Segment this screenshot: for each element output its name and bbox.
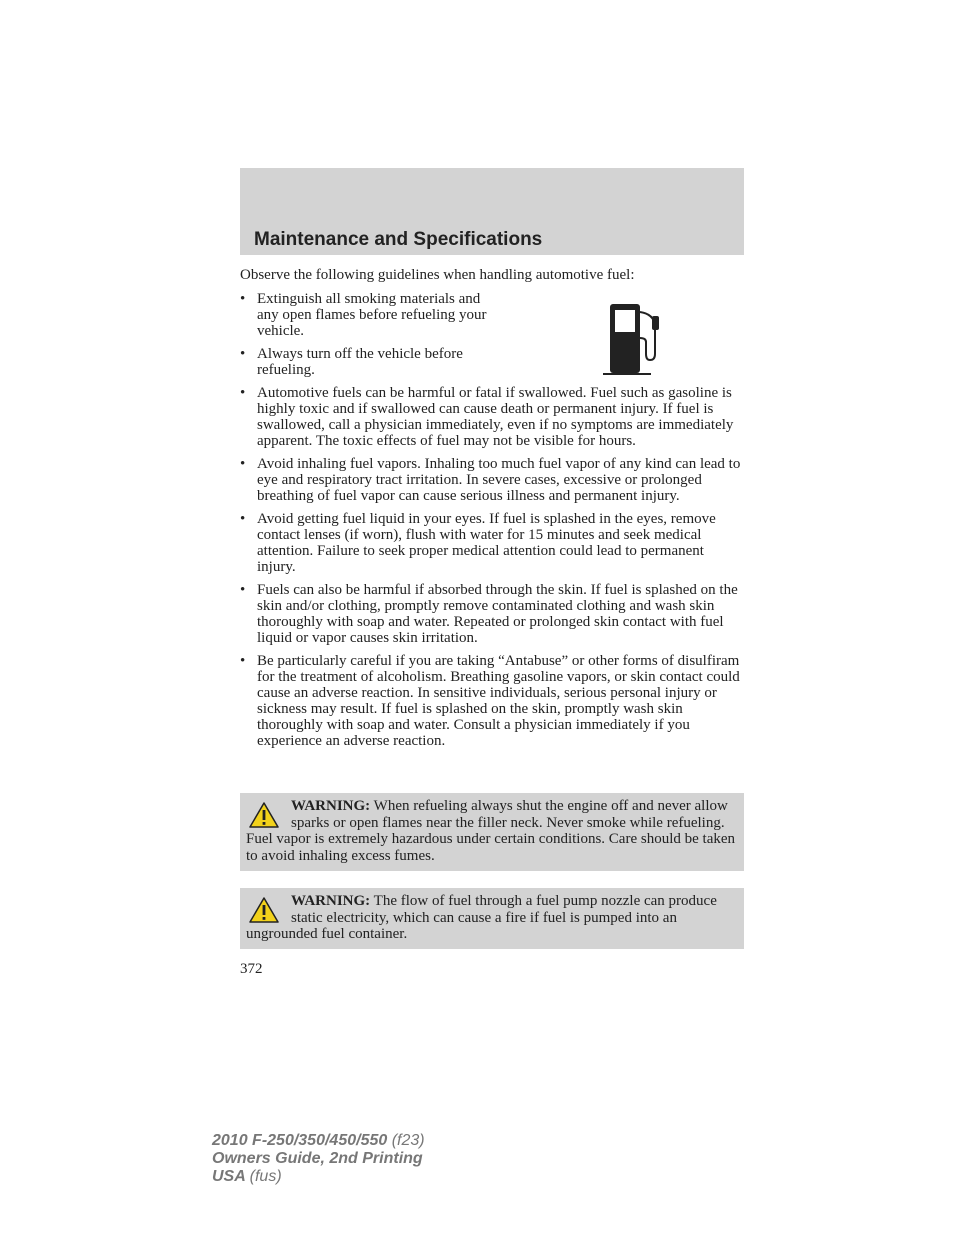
footer	[212, 1132, 425, 1186]
section-title: Maintenance and Specifications	[254, 229, 543, 250]
list-item-text: Avoid inhaling fuel vapors. Inhaling too much fuel vapor of any kind can lead to eye and respiratory tract irritation. In severe cases, excessive or prolonged breathing of fuel vapor can cause serious illness and permanent injury.	[257, 456, 741, 504]
list-item	[240, 291, 744, 339]
warning-label: WARNING:	[291, 798, 371, 814]
list-item	[240, 346, 744, 378]
list-item	[240, 511, 744, 575]
warning-triangle-icon	[248, 896, 280, 924]
footer-model-code: (f23)	[391, 1132, 425, 1149]
warning-text: When refueling always shut the engine off and never allow sparks or open flames near the filler neck. Never smoke while refueling. Fuel vapor is extremely hazardous under certain conditions. Care should be taken to avoid inhaling excess fumes.	[246, 798, 736, 864]
list-item-text: Automotive fuels can be harmful or fatal if swallowed. Fuel such as gasoline is highly toxic and if swallowed can cause death or permanent injury. If fuel is swallowed, call a physician immediately, even if no symptoms are immediately apparent. The toxic effects of fuel may not be visible for hours.	[257, 385, 734, 449]
warning-box	[240, 888, 744, 949]
list-item	[240, 385, 744, 449]
main-content	[240, 267, 744, 756]
list-item-text: • Always turn off the vehicle before refueling.	[257, 346, 463, 378]
footer-market-code: (fus)	[249, 1168, 282, 1185]
warning-label: WARNING:	[291, 893, 371, 909]
warning-text: The flow of fuel through a fuel pump nozzle can produce static electricity, which can cause a fire if fuel is pumped into an ungrounded fuel container.	[246, 893, 717, 942]
guideline-list	[240, 291, 744, 749]
footer-market: USA	[212, 1168, 246, 1185]
list-item	[240, 582, 744, 646]
list-item-text: Be particularly careful if you are taking “Antabuse” or other forms of disulfiram for the treatment of alcoholism. Breathing gasoline vapors, or skin contact could cause an adverse reaction. In sensitive individuals, serious personal injury or sickness may result. If fuel is splashed on the skin, promptly wash skin thoroughly with soap and water. Consult a physician immediately if you experience an adverse reaction.	[257, 653, 740, 749]
footer-line	[212, 1150, 425, 1168]
warning-triangle-icon	[248, 801, 280, 829]
intro-text: Observe the following guidelines when handling automotive fuel:	[240, 267, 635, 283]
footer-line	[212, 1132, 425, 1150]
footer-model: 2010 F-250/350/450/550	[212, 1132, 388, 1149]
section-header	[240, 168, 744, 255]
footer-line	[212, 1168, 425, 1186]
page-number: 372	[240, 961, 263, 977]
warning-box	[240, 793, 744, 871]
footer-printing: Owners Guide, 2nd Printing	[212, 1150, 423, 1167]
list-item-text: Avoid getting fuel liquid in your eyes. If fuel is splashed in the eyes, remove contact lenses (if worn), flush with water for 15 minutes and seek medical attention. Failure to seek proper medical attention could lead to permanent injury.	[257, 511, 716, 575]
list-item	[240, 456, 744, 504]
list-item-text: • Extinguish all smoking materials and any open flames before refueling your vehicle.	[257, 291, 487, 339]
list-item-text: Fuels can also be harmful if absorbed through the skin. If fuel is splashed on the skin and/or clothing, promptly remove contaminated clothing and wash skin thoroughly with soap and water. Repeated or prolonged skin contact with fuel liquid or vapor causes skin irritation.	[257, 582, 738, 646]
list-item	[240, 653, 744, 749]
